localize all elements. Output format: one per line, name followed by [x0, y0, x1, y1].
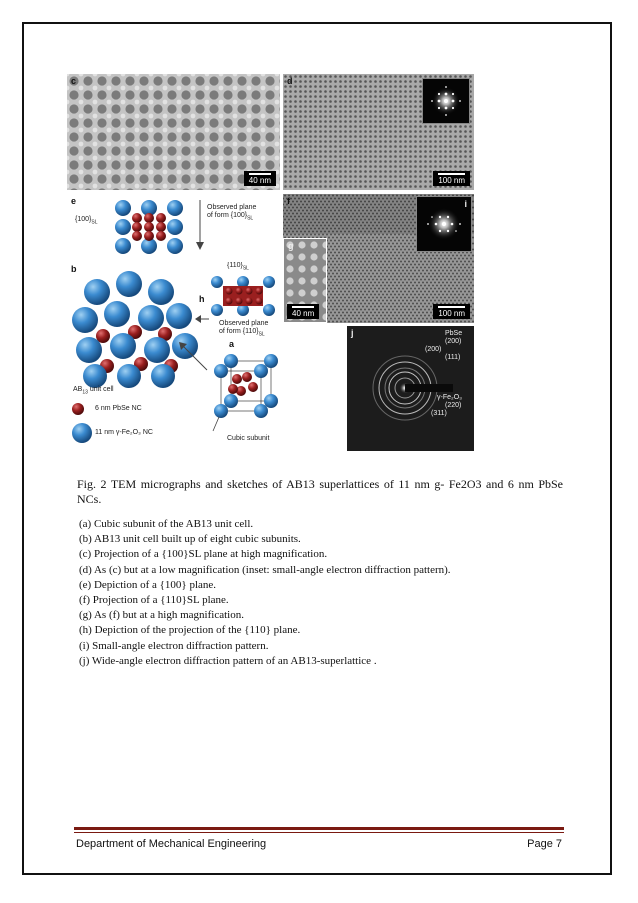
panel-d-scalebar: 100 nm [433, 171, 470, 186]
ring-label-fe2o3-311: (311) [431, 410, 447, 417]
panel-g-scalebar: 40 nm [287, 304, 319, 319]
panel-h-plane-label: $\{110\}_{SL}$ [227, 262, 249, 272]
panel-g-letter: g [288, 241, 294, 251]
panel-b-letter: b [71, 264, 77, 274]
panel-h-letter: h [199, 294, 205, 304]
list-item: (c) Projection of a {100}SL plane at high magnification. [79, 548, 328, 561]
ring-label-pbse-200a: (200) [445, 338, 462, 345]
panel-e-plane-label: $\{100\}_{SL}$ [75, 216, 98, 226]
list-item: (e) Depiction of a {100} plane. [79, 578, 217, 591]
panel-c-scalebar: 40 nm [244, 171, 276, 186]
ring-label-fe2o3-220: (220) [445, 402, 462, 409]
fe2o3-sphere-icon [71, 422, 93, 444]
down-arrow-icon [195, 200, 205, 250]
list-item: (a) Cubic subunit of the AB13 unit cell. [79, 518, 254, 530]
tem-figure [67, 74, 474, 451]
left-arrow-icon [195, 314, 209, 324]
panel-a-subunit-label: Cubic subunit [227, 435, 270, 442]
panel-e-lattice-sketch [109, 196, 189, 258]
panel-a-letter: a [229, 339, 235, 349]
panel-e-sketch-100 [67, 194, 280, 260]
panel-f-letter: f [287, 196, 290, 206]
panel-f-tem-110 [283, 194, 474, 323]
panel-b-unit-cell-sketch [67, 262, 207, 402]
legend-pbse-label: 6 nm PbSe NC [95, 405, 142, 412]
ring-label-pbse: PbSe [445, 330, 463, 337]
panel-i-letter: i [464, 199, 467, 209]
panel-h-sketch-110 [197, 262, 280, 337]
panel-i-diffraction-inset [416, 196, 472, 252]
legend-fe2o3-label: 11 nm γ-Fe₂O₃ NC [95, 429, 153, 436]
panel-a-cubic-subunit-sketch [207, 339, 280, 451]
panel-d-tem-100-low-mag [283, 74, 474, 190]
panel-c-tem-100-high-mag [67, 74, 280, 190]
panel-e-letter: e [71, 196, 77, 206]
legend-item-pbse [71, 402, 142, 416]
diffraction-spots-icon [423, 79, 469, 123]
list-item: (b) AB13 unit cell built up of eight cubic subunits. [79, 533, 301, 546]
ab13-unit-cell-sketch [67, 270, 207, 390]
panel-j-letter: j [351, 328, 354, 338]
list-item: (g) As (f) but at a high magnification. [79, 609, 244, 622]
cubic-subunit-sketch [207, 349, 280, 441]
pbse-sphere-icon [71, 402, 85, 416]
diffraction-spots-icon [417, 197, 471, 251]
list-item: (j) Wide-angle electron diffraction pattern of an AB13-superlattice . [79, 654, 377, 667]
panel-d-diffraction-inset [422, 78, 470, 124]
list-item: (f) Projection of a {110}SL plane. [79, 594, 229, 607]
footer-rule-thin [74, 832, 564, 833]
ring-label-fe2o3: γ-Fe₂O₃ [437, 394, 463, 401]
ring-label-pbse-111: (111) [445, 354, 461, 361]
legend [71, 400, 201, 448]
ab13-unit-cell-label: $AB_{13}$ unit cell [73, 386, 114, 396]
panel-e-observed-plane-label: Observed plane of form $\{100\}_{SL}$ [207, 204, 257, 222]
panel-j-wide-angle-diffraction [347, 326, 474, 451]
footer-department: Department of Mechanical Engineering [76, 838, 267, 850]
ring-label-pbse-200b: (200) [425, 346, 442, 353]
footer-rule-thick [74, 827, 564, 830]
list-item: (h) Depiction of the projection of the {110} plane. [79, 624, 301, 637]
panel-d-letter: d [287, 76, 293, 86]
list-item: (d) As (c) but at a low magnification (inset: small-angle electron diffraction pattern). [79, 563, 451, 576]
figure-caption: Fig. 2 TEM micrographs and sketches of AB13 superlattices of 11 nm g- Fe2O3 and 6 nm PbSe NCs. [77, 477, 563, 506]
panel-h-observed-plane-label: Observed plane of form $\{110\}_{SL}$ [219, 320, 269, 337]
diagonal-arrow-icon [179, 342, 209, 372]
legend-item-fe2o3 [71, 422, 153, 444]
list-item: (i) Small-angle electron diffraction pattern. [79, 639, 269, 652]
panel-description-list [79, 517, 563, 669]
panel-c-letter: c [71, 76, 77, 86]
footer-page-number: Page 7 [527, 838, 562, 850]
panel-f-scalebar: 100 nm [433, 304, 470, 319]
panel-h-lattice-sketch [209, 274, 277, 318]
